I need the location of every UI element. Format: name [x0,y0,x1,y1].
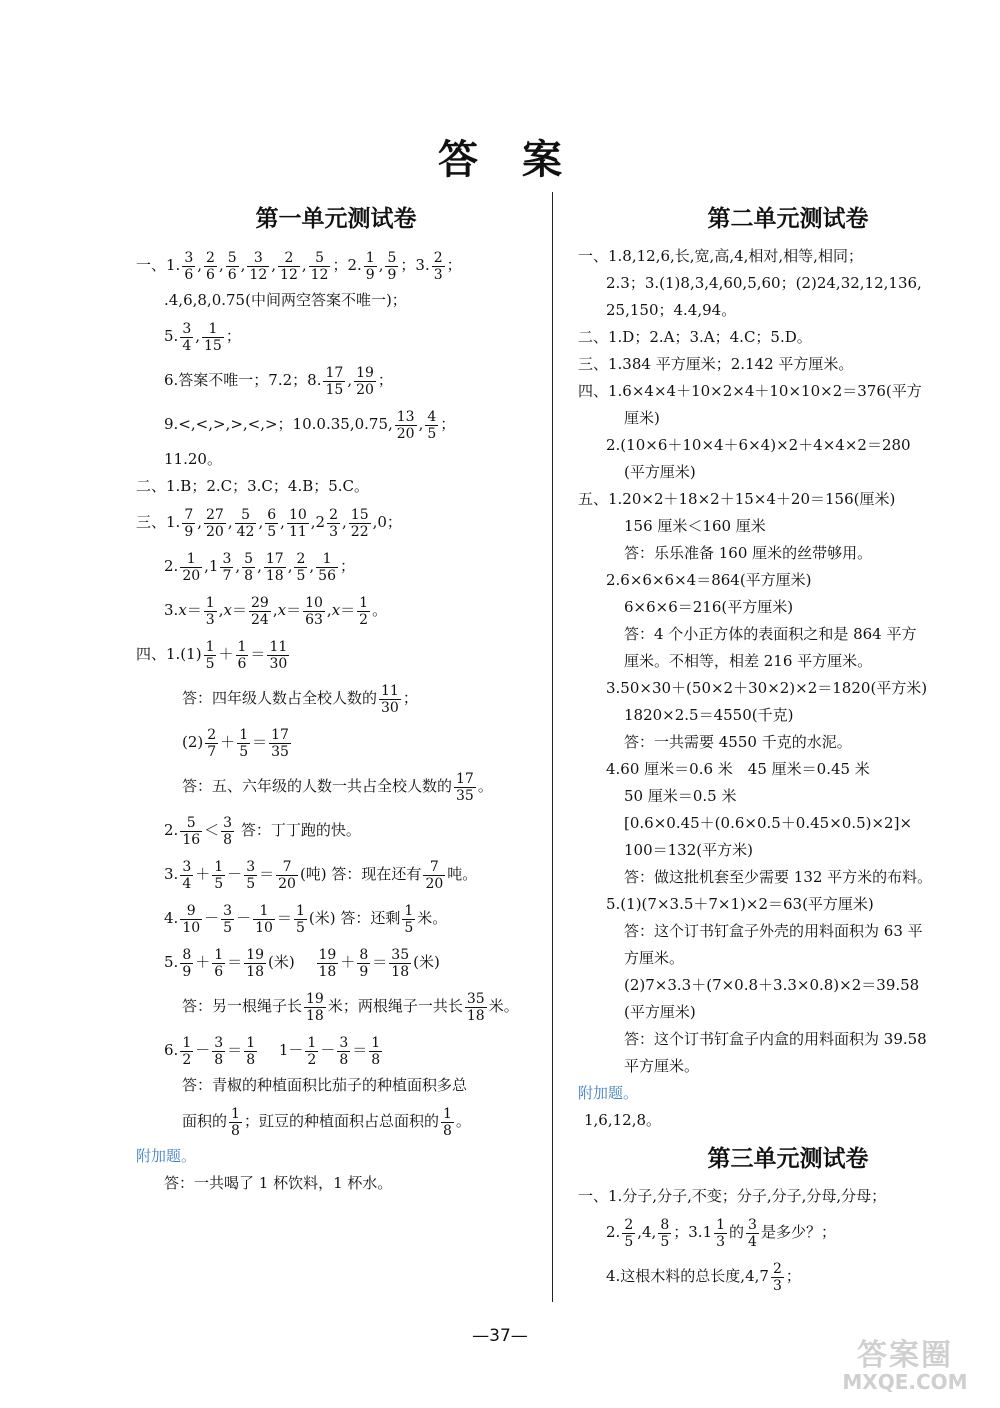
u2-line: 2.3；3.(1)8,3,4,60,5,60；(2)24,32,12,136, [606,274,922,292]
u1-s1-line3: 5. $\frac{3}{4}$ , $\frac{1}{15}$ ； [164,320,241,354]
u2-line: 平方厘米。 [624,1057,700,1075]
u1-s4-a6-line1: 答：青椒的种植面积比茄子的种植面积多总 [182,1076,468,1094]
u1-s4-q1b: (2) $\frac{2}{7}$ ＋ $\frac{1}{5}$ ＝ $\frac{17}{35}$ [182,726,289,760]
u2-line: 156 厘米＜160 厘米 [624,517,766,535]
u1-s4-a6-line2: 面积的 $\frac{1}{8}$ ；豇豆的种植面积占总面积的 $\frac{1}{8}$ 。 [182,1105,471,1139]
u1-s3-line2: 2. $\frac{1}{20}$ ,1 $\frac{3}{7}$ , $\frac{5}{8}$ , $\frac{17}{18}$ , $\frac{2}{5}$ , $\frac{1}{56}$ ； [164,550,356,584]
u2-line: 三、1.384 平方厘米；2.142 平方厘米。 [578,355,854,373]
u1-s1-line5: 9.<,<,>,>,<,>；10.0.35,0.75, $\frac{13}{20}$ , $\frac{4}{5}$ ； [164,408,456,442]
page-title: 答案 [438,137,606,183]
u1-s1-line6: 11.20。 [164,450,222,468]
watermark-logo [830,1330,980,1402]
u2-line: 6×6×6＝216(平方厘米) [624,598,794,616]
u2-line: 2.6×6×6×4＝864(平方厘米) [606,571,812,589]
u1-s4-q6: 6. $\frac{1}{2}$ － $\frac{3}{8}$ ＝ $\frac{1}{8}$ 1－ $\frac{1}{2}$ － $\frac{3}{8}$ ＝ $\frac{1}{8}$ [164,1034,381,1068]
u1-s4-q2: 2. $\frac{5}{16}$ ＜ $\frac{3}{8}$ 答：丁丁跑的快。 [164,814,361,848]
u2-line: 3.50×30＋(50×2＋30×2)×2＝1820(平方米) [606,679,928,697]
u2-line: 1820×2.5＝4550(千克) [624,706,794,724]
u1-s4-a5: 答：另一根绳子长 $\frac{19}{18}$ 米；两根绳子一共长 $\frac{35}{18}$ 米。 [182,990,519,1024]
right-column [578,196,998,1298]
u2-line: 答：4 个小正方体的表面积之和是 864 平方 [624,625,917,643]
u1-s4-q4: 4. $\frac{9}{10}$ － $\frac{3}{5}$ － $\frac{1}{10}$ ＝ $\frac{1}{5}$ (米) 答：还剩 $\frac{1}{5}$ 米。 [164,902,448,936]
page-number: —37— [472,1326,528,1346]
u1-s2: 二、1.B；2.C；3.C；4.B；5.C。 [136,477,370,495]
u3-line3: 4.这根木料的总长度,4,7 $\frac{2}{3}$ ； [606,1260,801,1294]
u3-line1: 一、1.分子,分子,不变；分子,分子,分母,分母； [578,1187,887,1205]
watermark-logo-text: 答案圈 [857,1338,953,1373]
unit2-title: 第二单元测试卷 [707,206,869,232]
u1-s1-line1: 一、1. $\frac{3}{6}$ , $\frac{2}{6}$ , $\frac{5}{6}$ , $\frac{3}{12}$ , $\frac{2}{12}$ , $\frac{5}{12}$ ；2. $\frac{1}{9}$ , $\frac{5}{9}$ ；3. $\frac{2}{3}$ ； [136,249,462,283]
u2-line: 答：乐乐准备 160 厘米的丝带够用。 [624,544,873,562]
u2-line: 答：做这批机套至少需要 132 平方米的布料。 [624,868,933,886]
u2-line: 4.60 厘米＝0.6 米 45 厘米＝0.45 米 [606,760,870,778]
column-divider [552,192,553,1302]
u2-line: 五、1.20×2＋18×2＋15×4＋20＝156(厘米) [578,490,896,508]
u1-s3-line3: 3.x＝ $\frac{1}{3}$ ,x＝ $\frac{29}{24}$ ,x＝ $\frac{10}{63}$ ,x＝ $\frac{1}{2}$ 。 [164,594,388,628]
u2-line: [0.6×0.45＋(0.6×0.5＋0.45×0.5)×2]× [624,814,913,832]
u1-s4-q5: 5. $\frac{8}{9}$ ＋ $\frac{1}{6}$ ＝ $\frac{19}{18}$ (米) $\frac{19}{18}$ ＋ $\frac{8}{9}$ ＝ $\frac{35}{18}$ (米) [164,946,440,980]
u2-line: 5.(1)(7×3.5＋7×1)×2＝63(平方厘米) [606,895,874,913]
u2-line: (平方厘米) [624,463,696,481]
u2-line: 答：这个订书钉盒子内盒的用料面积为 39.58 [624,1030,927,1048]
watermark-url: MXQE.COM [842,1370,968,1394]
unit1-title: 第一单元测试卷 [255,206,417,232]
u1-extra-answer: 答：一共喝了 1 杯饮料，1 杯水。 [164,1174,393,1192]
u2-line: 100＝132(平方米) [624,841,753,859]
u2-line: (平方厘米) [624,1003,696,1021]
u1-s4-a1: 答：四年级人数占全校人数的 $\frac{11}{30}$ ； [182,682,418,716]
u2-extra-answer: 1,6,12,8。 [584,1111,662,1129]
u1-s1-line4: 6.答案不唯一；7.2；8. $\frac{17}{15}$ , $\frac{19}{20}$ ； [164,364,393,398]
u2-line: 答：这个订书钉盒子外壳的用料面积为 63 平 [624,922,923,940]
u2-line: 厘米) [624,409,660,427]
u1-s4-a1b: 答：五、六年级的人数一共占全校人数的 $\frac{17}{35}$ 。 [182,770,493,804]
u1-s4-q1: 四、1.(1) $\frac{1}{5}$ ＋ $\frac{1}{6}$ ＝ $\frac{11}{30}$ [136,638,288,672]
u2-line: 2.(10×6＋10×4＋6×4)×2＋4×4×2＝280 [606,436,911,454]
u3-line2: 2. $\frac{2}{5}$ ,4, $\frac{8}{5}$ ；3.1 $\frac{1}{3}$ 的 $\frac{3}{4}$ 是多少？； [606,1216,836,1250]
unit3-title: 第三单元测试卷 [707,1146,869,1172]
u1-s4-q3: 3. $\frac{3}{4}$ ＋ $\frac{1}{5}$ － $\frac{3}{5}$ ＝ $\frac{7}{20}$ (吨) 答：现在还有 $\frac{7}{20}$ 吨。 [164,858,478,892]
u2-line: 厘米。不相等，相差 216 平方厘米。 [624,652,873,670]
u2-line: 25,150；4.4,94。 [606,301,737,319]
u1-extra-title: 附加题。 [136,1147,197,1165]
left-column [136,196,536,1197]
u2-extra-title: 附加题。 [578,1084,639,1102]
u1-s3-line1: 三、1. $\frac{7}{9}$ , $\frac{27}{20}$ , $\frac{5}{42}$ , $\frac{6}{5}$ , $\frac{10}{11}$ ,2 $\frac{2}{3}$ , $\frac{15}{22}$ ,0； [136,506,402,540]
u2-line: 50 厘米＝0.5 米 [624,787,737,805]
u2-line: 方厘米。 [624,949,685,967]
u2-line: 答：一共需要 4550 千克的水泥。 [624,733,852,751]
u2-line: 一、1.8,12,6,长,宽,高,4,相对,相等,相同； [578,247,863,265]
u2-line: (2)7×3.3＋(7×0.8＋3.3×0.8)×2＝39.58 [624,976,920,994]
u1-s1-line2: .4,6,8,0.75(中间两空答案不唯一)； [164,291,407,309]
u2-line: 二、1.D；2.A；3.A；4.C；5.D。 [578,328,812,346]
u2-line: 四、1.6×4×4＋10×2×4＋10×10×2＝376(平方 [578,382,922,400]
